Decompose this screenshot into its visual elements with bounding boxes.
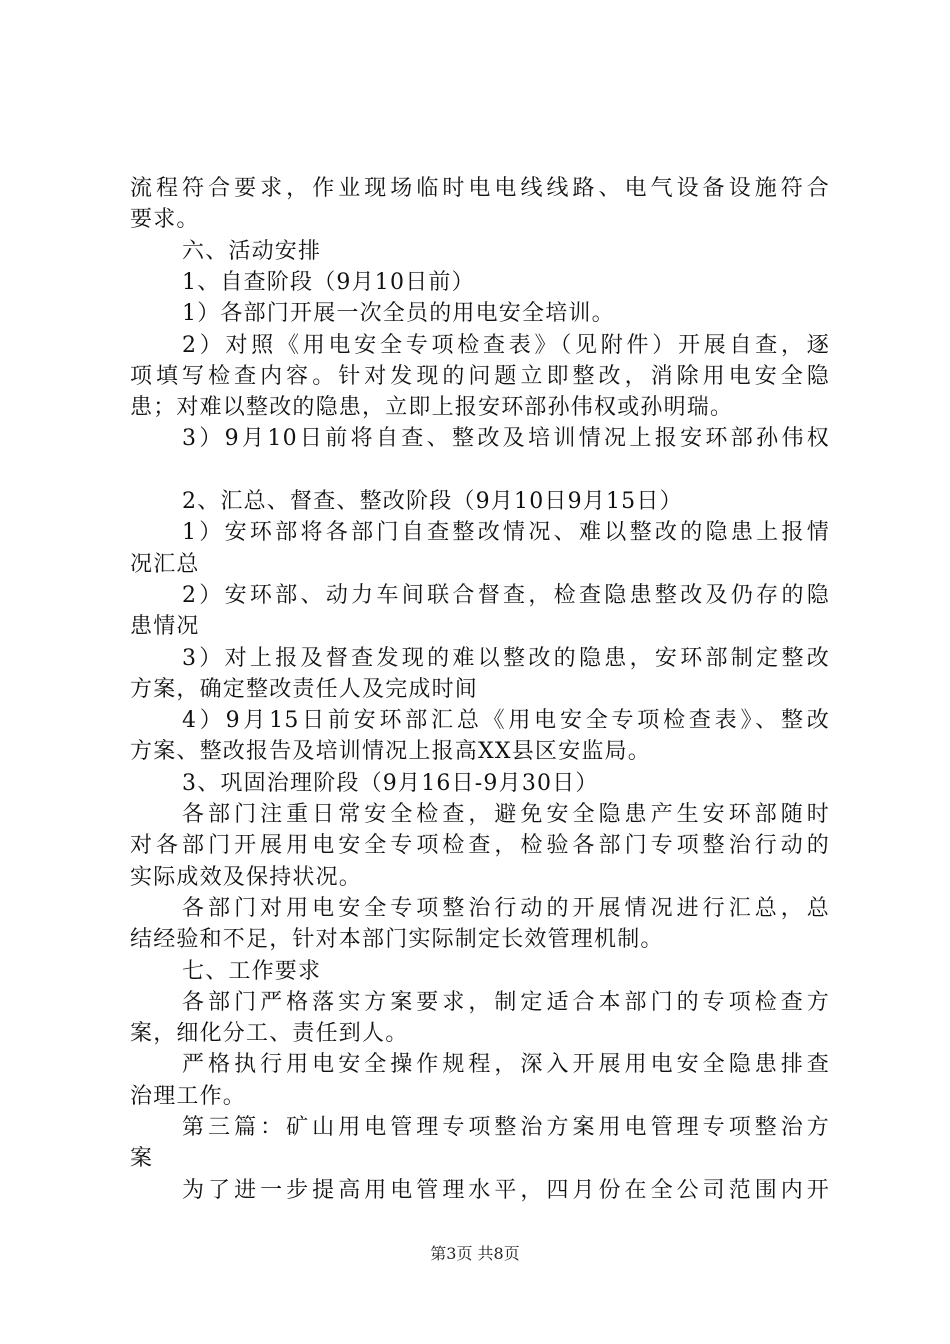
text-line: 况汇总 (130, 552, 200, 577)
text-line: 3）对上报及督查发现的难以整改的隐患，安环部制定整改 (182, 646, 830, 671)
text-line: 方案，确定整改责任人及完成时间 (130, 677, 479, 702)
text-line: 方案、整改报告及培训情况上报高XX县区安监局。 (130, 739, 651, 764)
text-line: 4）9月15日前安环部汇总《用电安全专项检查表》、整改 (182, 708, 830, 733)
page-footer: 第3页 共8页 (430, 1244, 520, 1263)
text-line: 1）各部门开展一次全员的用电安全培训。 (182, 301, 615, 326)
text-line: 3、巩固治理阶段（9月16日-9月30日） (182, 771, 599, 796)
text-line: 结经验和不足，针对本部门实际制定长效管理机制。 (130, 927, 664, 952)
text-line: 治理工作。 (130, 1084, 247, 1109)
text-line: 六、活动安排 (182, 239, 322, 264)
text-line: 患；对难以整改的隐患，立即上报安环部孙伟权或孙明瑞。 (130, 395, 734, 420)
text-line: 对各部门开展用电安全专项检查，检验各部门专项整治行动的 (130, 833, 830, 858)
text-line: 3）9月10日前将自查、整改及培训情况上报安环部孙伟权 (182, 426, 830, 451)
text-line: 流程符合要求，作业现场临时电电线线路、电气设备设施符合 (130, 176, 830, 201)
text-line: 案，细化分工、责任到人。 (130, 1021, 409, 1046)
text-line: 2、汇总、督查、整改阶段（9月10日9月15日） (182, 489, 683, 514)
text-line: 实际成效及保持状况。 (130, 865, 363, 890)
text-line: 1、自查阶段（9月10日前） (182, 270, 475, 295)
text-line: 1）安环部将各部门自查整改情况、难以整改的隐患上报情 (182, 520, 830, 545)
text-line: 为了进一步提高用电管理水平，四月份在全公司范围内开 (182, 1178, 830, 1203)
text-line: 案 (130, 1146, 154, 1171)
text-line: 各部门注重日常安全检查，避免安全隐患产生安环部随时 (182, 802, 830, 827)
text-line: 2）安环部、动力车间联合督查，检查隐患整改及仍存的隐 (182, 583, 830, 608)
text-line: 项填写检查内容。针对发现的问题立即整改，消除用电安全隐 (130, 364, 830, 389)
text-line: 2）对照《用电安全专项检查表》（见附件）开展自查，逐 (182, 333, 830, 358)
text-line: 第三篇：矿山用电管理专项整治方案用电管理专项整治方 (182, 1115, 830, 1140)
text-line: 患情况 (130, 614, 200, 639)
text-line: 要求。 (130, 207, 200, 232)
text-line: 七、工作要求 (182, 959, 322, 984)
text-line: 严格执行用电安全操作规程，深入开展用电安全隐患排查 (182, 1052, 830, 1077)
text-line: 各部门严格落实方案要求，制定适合本部门的专项检查方 (182, 990, 830, 1015)
text-line: 各部门对用电安全专项整治行动的开展情况进行汇总，总 (182, 896, 830, 921)
